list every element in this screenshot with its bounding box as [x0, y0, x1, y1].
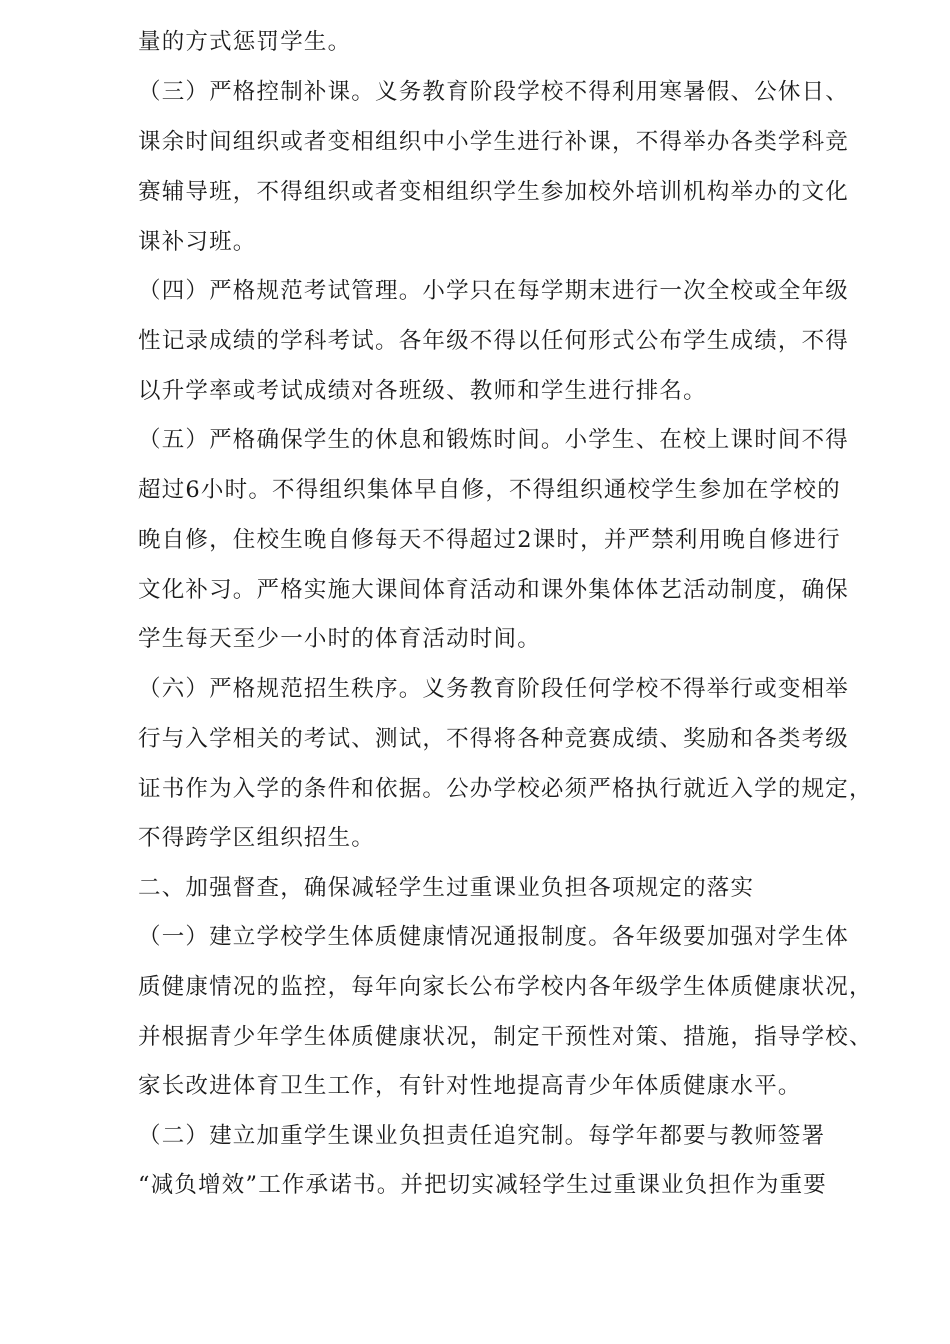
text-line: 质健康情况的监控，每年向家长公布学校内各年级学生体质健康状况，: [138, 974, 873, 1000]
text-line: 课补习班。: [138, 229, 257, 255]
text-line: 并根据青少年学生体质健康状况，制定干预性对策、措施，指导学校、: [138, 1024, 873, 1050]
text-line: 证书作为入学的条件和依据。公办学校必须严格执行就近入学的规定，: [138, 776, 873, 802]
text-line: 家长改进体育卫生工作，有针对性地提高青少年体质健康水平。: [138, 1073, 802, 1099]
text-line: 以升学率或考试成绩对各班级、教师和学生进行排名。: [138, 378, 707, 404]
text-line: 量的方式惩罚学生。: [138, 29, 352, 55]
text-line: （二）建立加重学生课业负担责任追究制。每学年都要与教师签署: [138, 1123, 826, 1149]
text-line: （四）严格规范考试管理。小学只在每学期末进行一次全校或全年级: [138, 278, 850, 304]
text-line: （六）严格规范招生秩序。义务教育阶段任何学校不得举行或变相举: [138, 676, 850, 702]
text-line: （三）严格控制补课。义务教育阶段学校不得利用寒暑假、公休日、: [138, 79, 850, 105]
text-line: （一）建立学校学生体质健康情况通报制度。各年级要加强对学生体: [138, 924, 850, 950]
text-line: 晚自修，住校生晚自修每天不得超过2课时，并严禁利用晚自修进行: [138, 527, 841, 553]
text-line: 超过6小时。不得组织集体早自修，不得组织通校学生参加在学校的: [138, 477, 841, 503]
text-line: 课余时间组织或者变相组织中小学生进行补课，不得举办各类学科竞: [138, 129, 850, 155]
text-line: “减负增效”工作承诺书。并把切实减轻学生过重课业负担作为重要: [138, 1172, 828, 1198]
text-line: 赛辅导班，不得组织或者变相组织学生参加校外培训机构举办的文化: [138, 179, 850, 205]
text-line: 行与入学相关的考试、测试，不得将各种竞赛成绩、奖励和各类考级: [138, 726, 850, 752]
text-line: 学生每天至少一小时的体育活动时间。: [138, 626, 541, 652]
section-heading: 二、加强督查，确保减轻学生过重课业负担各项规定的落实: [138, 875, 755, 901]
text-line: （五）严格确保学生的休息和锻炼时间。小学生、在校上课时间不得: [138, 427, 850, 453]
text-line: 不得跨学区组织招生。: [138, 825, 376, 851]
text-line: 文化补习。严格实施大课间体育活动和课外集体体艺活动制度，确保: [138, 577, 850, 603]
text-line: 性记录成绩的学科考试。各年级不得以任何形式公布学生成绩，不得: [138, 328, 850, 354]
